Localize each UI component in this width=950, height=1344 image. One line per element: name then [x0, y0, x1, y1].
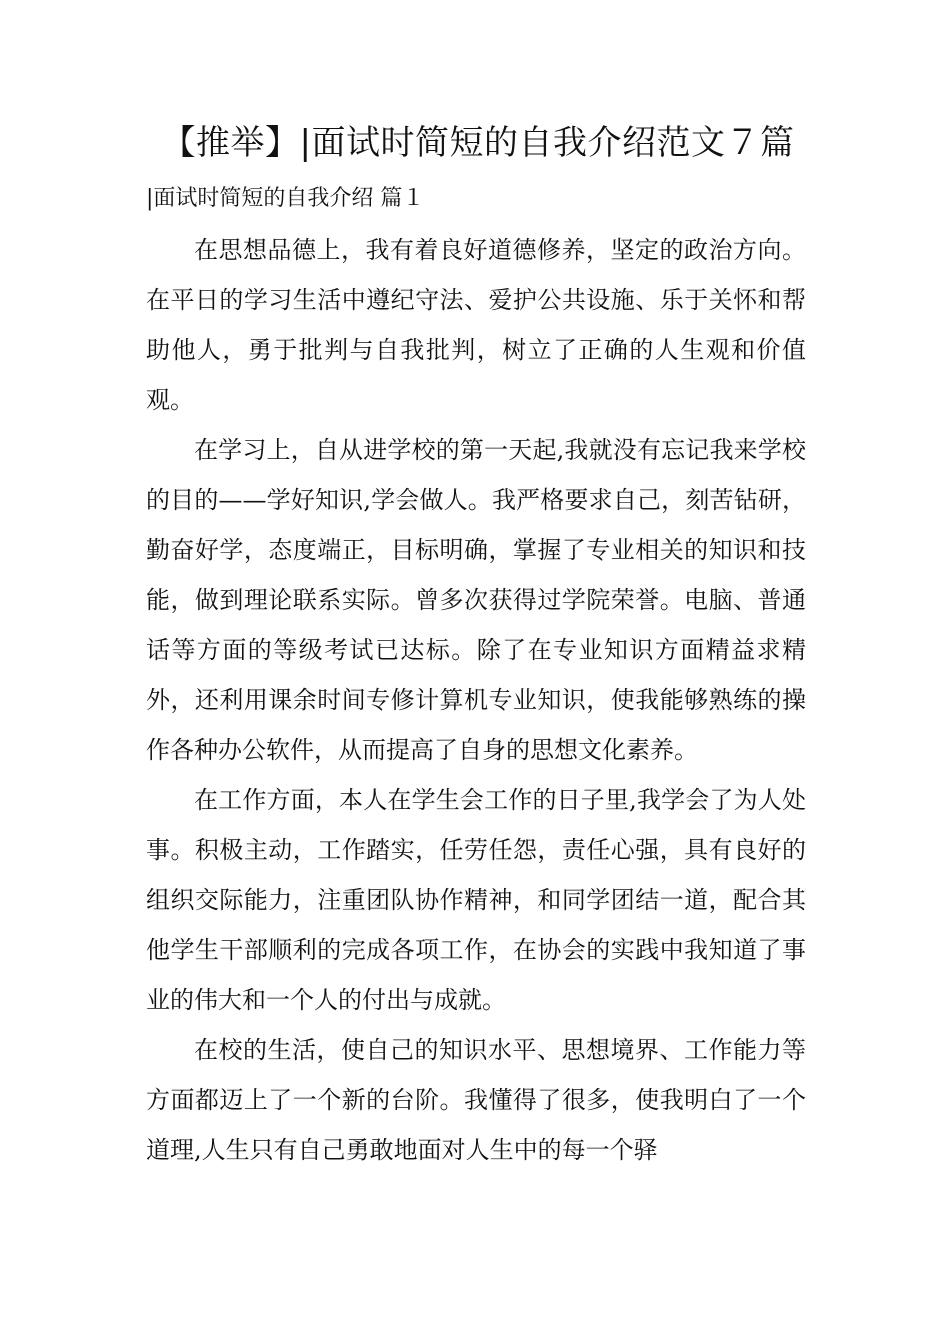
document-body — [146, 225, 806, 1175]
paragraph-work: 在工作方面，本人在学生会工作的日子里,我学会了为人处事。积极主动，工作踏实，任劳任怨，责任心强，具有良好的组织交际能力，注重团队协作精神，和同学团结一道，配合其他学生干部顺利的完成各项工作，在协会的实践中我知道了事业的伟大和一个人的付出与成就。 — [146, 786, 806, 1014]
document-title: 【推举】|面试时简短的自我介绍范文７篇 — [161, 123, 795, 163]
paragraph-study: 在学习上，自从进学校的第一天起,我就没有忘记我来学校的目的——学好知识,学会做人。我严格要求自己，刻苦钻研，勤奋好学，态度端正，目标明确，掌握了专业相关的知识和技能，做到理论联系实际。曾多次获得过学院荣誉。电脑、普通话等方面的等级考试已达标。除了在专业知识方面精益求精外，还利用课余时间专修计算机专业知识，使我能够熟练的操作各种办公软件，从而提高了自身的思想文化素养。 — [146, 436, 806, 764]
section-heading: |面试时简短的自我介绍 篇１ — [146, 186, 425, 211]
paragraph-moral-character: 在思想品德上，我有着良好道德修养，坚定的政治方向。在平日的学习生活中遵纪守法、爱护公共设施、乐于关怀和帮助他人，勇于批判与自我批判，树立了正确的人生观和价值观。 — [146, 236, 806, 414]
paragraph-campus-life: 在校的生活，使自己的知识水平、思想境界、工作能力等方面都迈上了一个新的台阶。我懂得了很多，使我明白了一个道理,人生只有自己勇敢地面对人生中的每一个驿 — [146, 1036, 806, 1164]
